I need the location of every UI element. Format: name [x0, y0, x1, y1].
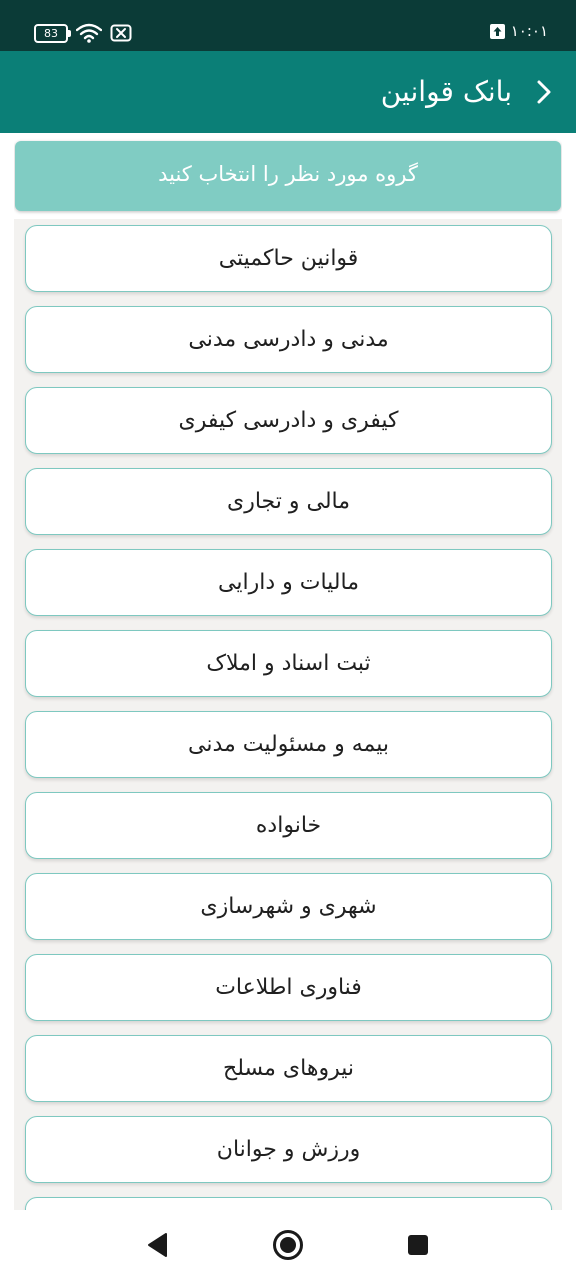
upload-icon: [490, 24, 505, 39]
status-bar: [0, 0, 576, 51]
chevron-right-icon: [535, 79, 553, 105]
nav-home-button[interactable]: [271, 1228, 305, 1262]
list-item[interactable]: نیروهای مسلح: [25, 1035, 552, 1102]
list-item[interactable]: بیمه و مسئولیت مدنی: [25, 711, 552, 778]
home-circle-icon: [272, 1229, 304, 1261]
wifi-icon: [76, 23, 102, 43]
list-item[interactable]: کیفری و دادرسی کیفری: [25, 387, 552, 454]
group-select-header: گروه مورد نظر را انتخاب کنید: [15, 141, 561, 211]
back-button[interactable]: [528, 76, 560, 108]
nav-back-button[interactable]: [140, 1228, 174, 1262]
nav-recents-button[interactable]: [401, 1228, 435, 1262]
back-triangle-icon: [146, 1232, 168, 1258]
category-list[interactable]: [14, 219, 562, 1210]
list-item[interactable]: شهری و شهرسازی: [25, 873, 552, 940]
list-item[interactable]: خانواده: [25, 792, 552, 859]
battery-icon: 83: [34, 24, 68, 43]
no-sim-icon: [110, 24, 132, 42]
page-title: بانک قوانین: [380, 75, 512, 108]
list-item[interactable]: فناوری اطلاعات: [25, 954, 552, 1021]
list-item[interactable]: مدنی و دادرسی مدنی: [25, 306, 552, 373]
list-item[interactable]: مالی و تجاری: [25, 468, 552, 535]
list-item-partial[interactable]: [25, 1197, 552, 1210]
navigation-bar: [0, 1210, 576, 1280]
recents-square-icon: [406, 1233, 430, 1257]
list-item[interactable]: ورزش و جوانان: [25, 1116, 552, 1183]
list-item[interactable]: قوانین حاکمیتی: [25, 225, 552, 292]
status-time: ۱۰:۰۱: [510, 22, 548, 40]
app-bar: [0, 51, 576, 133]
list-item[interactable]: ثبت اسناد و املاک: [25, 630, 552, 697]
list-item[interactable]: مالیات و دارایی: [25, 549, 552, 616]
content-area: [14, 133, 562, 1210]
